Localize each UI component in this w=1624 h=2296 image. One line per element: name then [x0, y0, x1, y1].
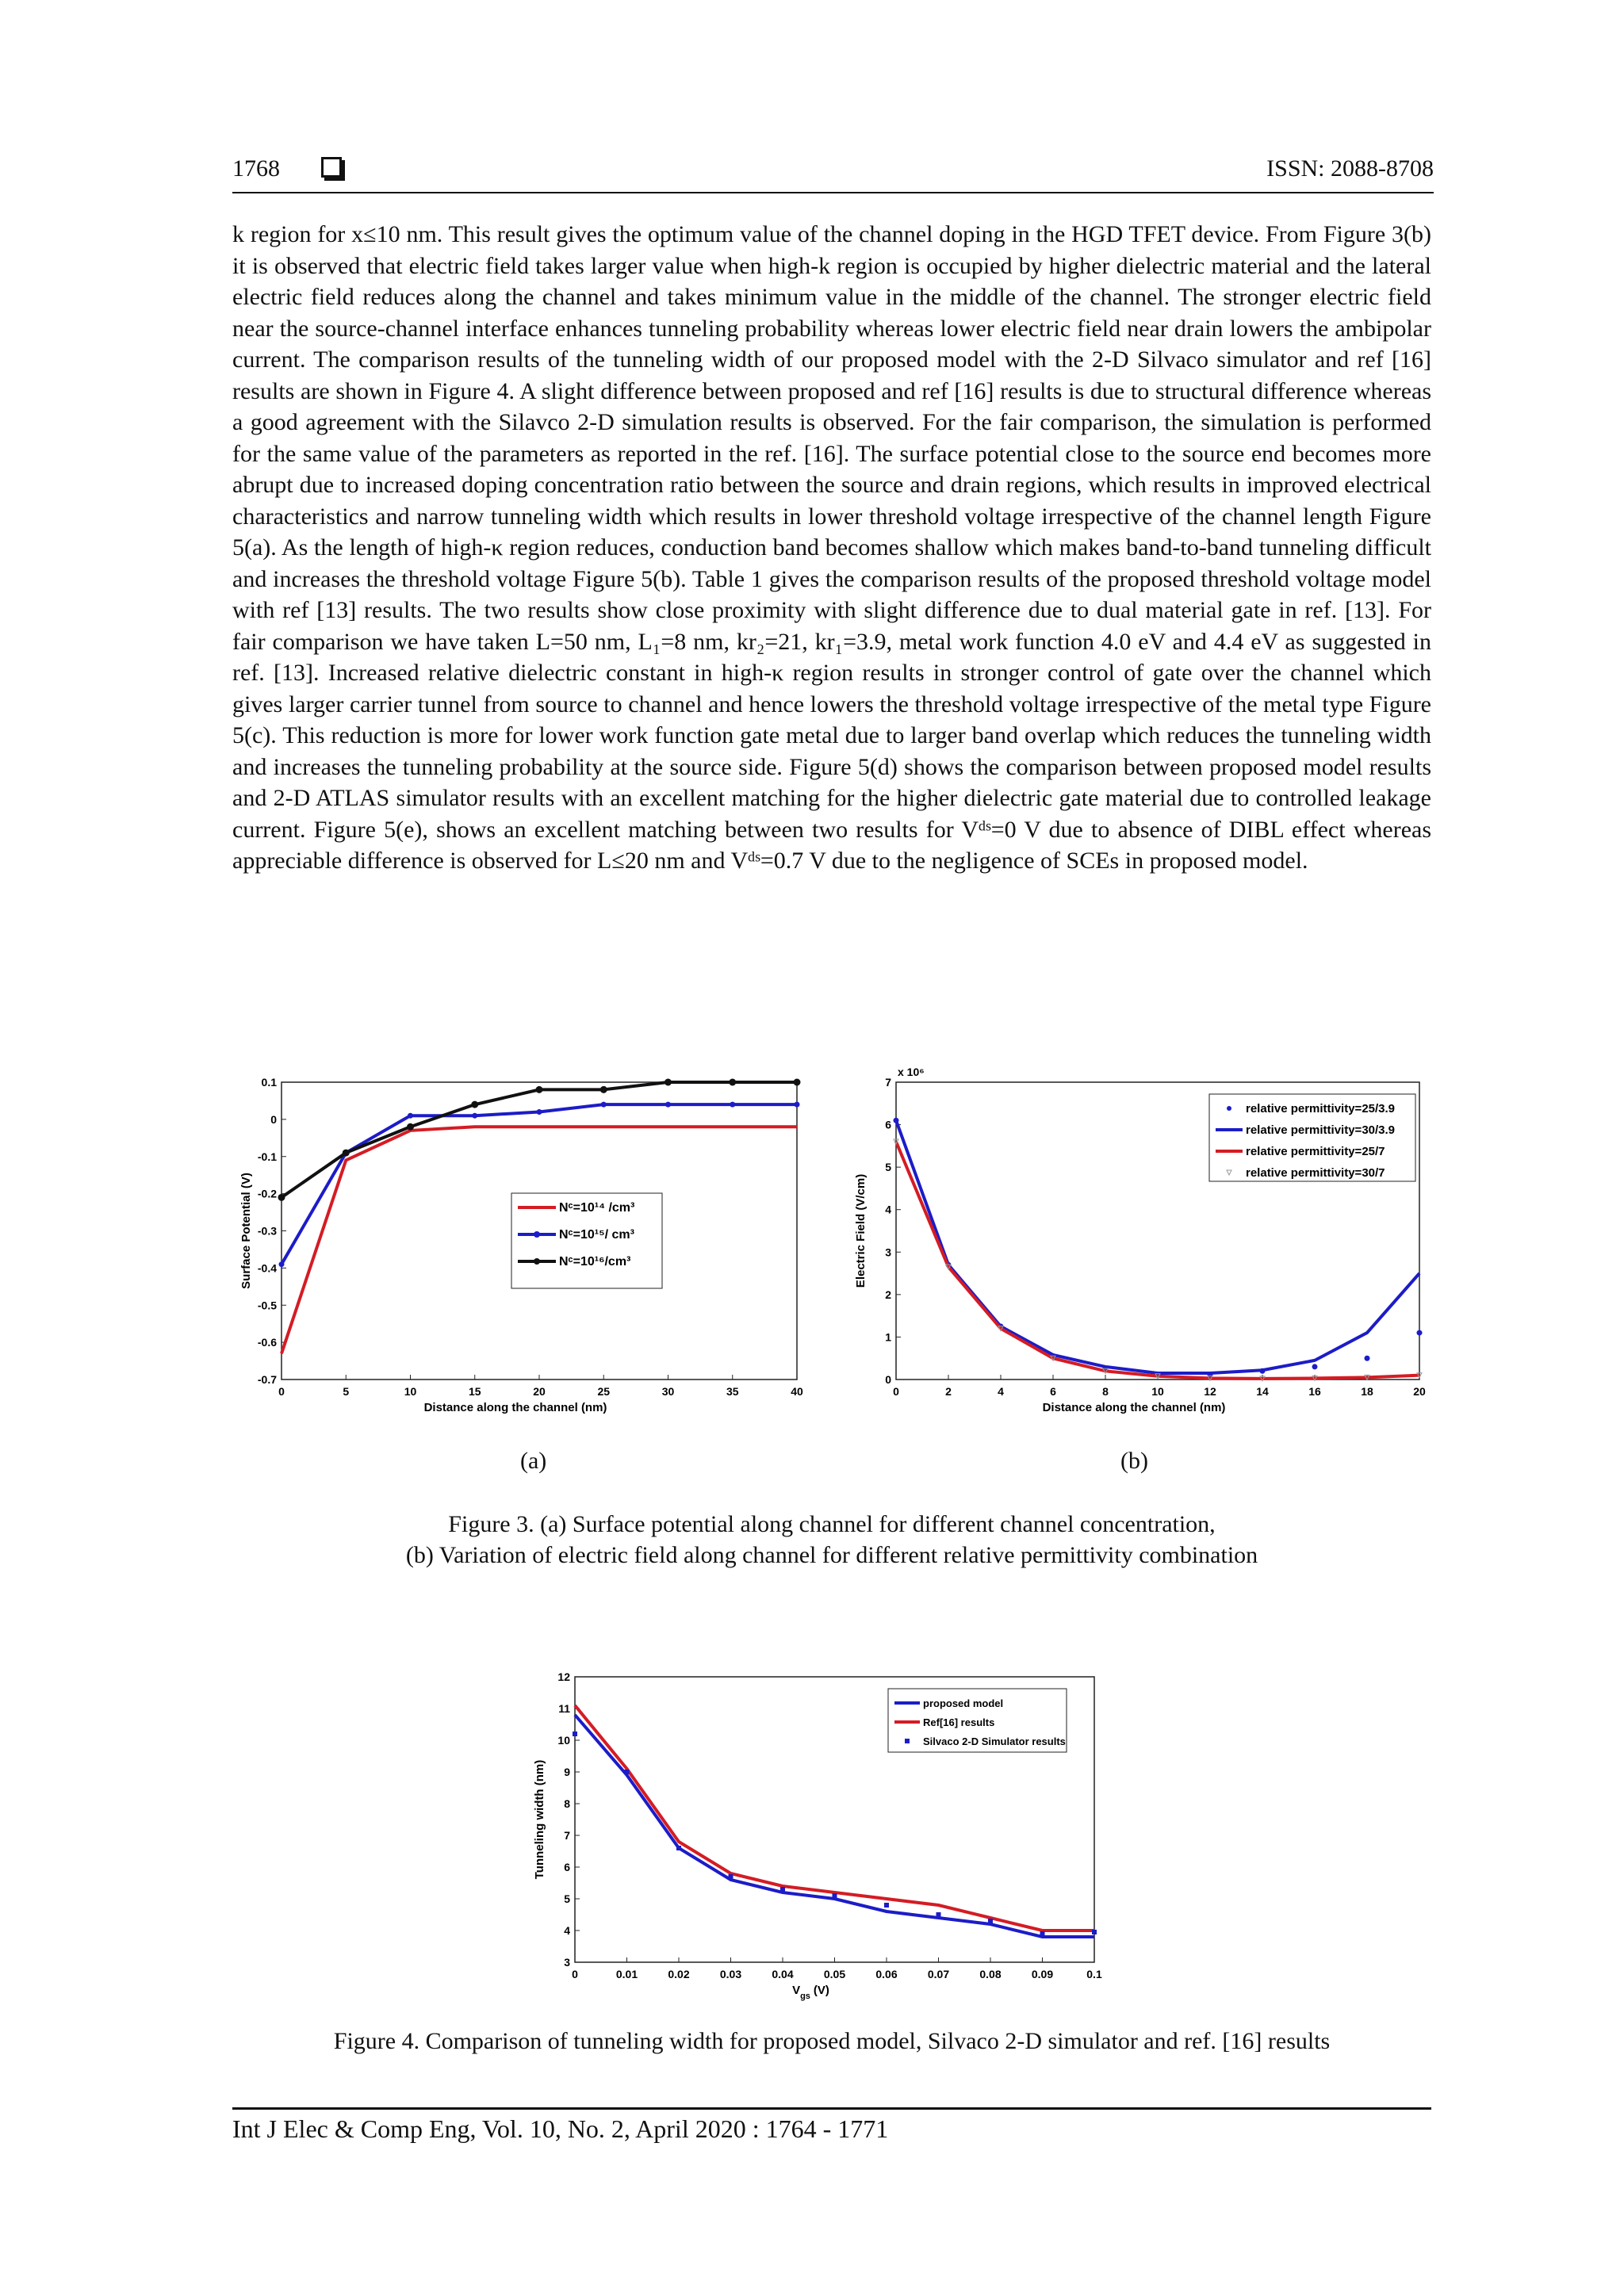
x-tick-label: 40	[791, 1385, 803, 1398]
y-tick-label: 7	[885, 1076, 891, 1089]
y-tick-label: 8	[564, 1797, 570, 1810]
data-point	[1417, 1330, 1423, 1336]
y-tick-label: 6	[564, 1861, 570, 1873]
y-tick-label: 0	[270, 1112, 277, 1126]
y-tick-label: 0.1	[261, 1076, 277, 1089]
legend-label: relative permittivity=30/7	[1246, 1166, 1385, 1180]
y-tick-label: 12	[557, 1670, 570, 1683]
x-tick-label: 0.08	[979, 1968, 1002, 1980]
header-rule	[232, 192, 1434, 193]
x-tick-label: 15	[468, 1385, 481, 1398]
y-tick-label: 2	[885, 1288, 891, 1301]
x-tick-label: 4	[998, 1385, 1004, 1398]
legend-label: Silvaco 2-D Simulator results	[923, 1735, 1066, 1747]
x-tick-label: 0	[572, 1968, 578, 1980]
data-point	[600, 1086, 607, 1093]
x-tick-label: 10	[1151, 1385, 1164, 1398]
x-tick-label: 0	[893, 1385, 899, 1398]
data-point	[408, 1113, 413, 1119]
data-point	[730, 1102, 735, 1108]
data-point	[988, 1919, 993, 1923]
y-tick-label: 10	[557, 1734, 570, 1747]
x-tick-label: 18	[1361, 1385, 1373, 1398]
x-axis-label-sub: gs	[800, 1992, 810, 2001]
figure-4-chart	[531, 1641, 1118, 2001]
data-point	[472, 1113, 477, 1119]
data-point	[676, 1846, 681, 1850]
data-point	[665, 1102, 671, 1108]
x-tick-label: 5	[343, 1385, 350, 1398]
x-axis-label: Distance along the channel (nm)	[1042, 1401, 1226, 1414]
y-tick-label: 6	[885, 1118, 891, 1131]
data-point	[278, 1194, 285, 1201]
page-header	[232, 151, 1434, 190]
y-tick-label: 3	[564, 1956, 570, 1969]
y-tick-label: 11	[558, 1702, 570, 1715]
legend-label: Nᶜ=10¹⁵/ cm³	[559, 1228, 634, 1242]
x-tick-label: 0.07	[927, 1968, 950, 1980]
page-footer: Int J Elec & Comp Eng, Vol. 10, No. 2, April 2020 : 1764 - 1771	[232, 2107, 1431, 2144]
figure-4-caption: Figure 4. Comparison of tunneling width for proposed model, Silvaco 2-D simulator and ref. [16] results	[333, 2028, 1331, 2054]
data-point	[936, 1912, 941, 1917]
y-axis-label: Surface Potential (V)	[239, 1173, 253, 1289]
y-tick-label: 5	[564, 1892, 570, 1905]
x-tick-label: 20	[1413, 1385, 1426, 1398]
data-point	[1312, 1364, 1318, 1369]
data-point	[794, 1079, 801, 1086]
x-axis-label-unit: (V)	[813, 1984, 829, 1997]
y-tick-label: 4	[564, 1924, 570, 1937]
data-point	[407, 1123, 414, 1131]
square-icon	[321, 157, 342, 178]
x-tick-label: 25	[597, 1385, 611, 1398]
page-number: 1768	[232, 155, 280, 182]
figure-3-caption	[232, 1509, 1431, 1571]
y-axis-label: Electric Field (V/cm)	[854, 1173, 868, 1288]
x-tick-label: 16	[1308, 1385, 1321, 1398]
x-tick-label: 0	[278, 1385, 285, 1398]
figure-3b-label: (b)	[1120, 1448, 1148, 1474]
data-point	[884, 1903, 889, 1908]
x-axis-label: Distance along the channel (nm)	[423, 1401, 607, 1414]
figure-3a-label: (a)	[520, 1448, 547, 1474]
issn: ISSN: 2088-8708	[1266, 155, 1434, 182]
data-point	[1040, 1931, 1045, 1936]
body-paragraph: k region for x≤10 nm. This result gives the optimum value of the channel doping in the HGD TFET device. From Figure 3(b) it is observed that electric field takes larger value when high-k region is occupied by higher dielectric material and the lateral electric field reduces along the channel and takes minimum value in the middle of the channel. The stronger electric field near the source-channel interface enhances tunneling probability whereas lower electric field near drain lowers the ambipolar current. The comparison results of the tunneling width of our proposed model with the 2-D Silvaco simulator and ref [16] results are shown in Figure 4. A slight difference between proposed and ref [16] results is due to structural difference whereas a good agreement with the Silavco 2-D simulation results is observed. For the fair comparison, the simulation is performed for the same value of the parameters as reported in the ref. [16]. The surface potential close to the source end becomes more abrupt due to increased doping concentration ratio between the source and drain regions, which results in improved electrical characteristics and narrow tunneling width which results in lower threshold voltage irrespective of the channel length Figure 5(a). As the length of high-κ region reduces, conduction band becomes shallow which makes band-to-band tunneling difficult and increases the threshold voltage Figure 5(b). Table 1 gives the comparison results of the proposed threshold voltage model with ref [13] results. The two results show close proximity with slight difference due to dual material gate in ref. [13]. For fair comparison we have taken L=50 nm, L₁=8 nm, kr₂=21, kr₁=3.9, metal work function 4.0 eV and 4.4 eV as suggested in ref. [13]. Increased relative dielectric constant in high-κ region results in stronger control of gate over the channel which gives larger carrier tunnel from source to channel and hence lowers the threshold voltage irrespective of the metal type Figure 5(c). This reduction is more for lower work function gate metal due to larger band overlap which reduces the tunneling width and increases the tunneling probability at the source side. Figure 5(d) shows the comparison between proposed model results and 2-D ATLAS simulator results with an excellent matching for the higher dielectric gate material due to controlled leakage current. Figure 5(e), shows an excellent matching between two results for Vᵈˢ=0 V due to absence of DIBL effect whereas appreciable difference is observed for L≤20 nm and Vᵈˢ=0.7 V due to the negligence of SCEs in proposed model.	[232, 221, 1431, 874]
y-tick-label: 0	[885, 1373, 891, 1386]
legend-swatch-marker	[534, 1258, 540, 1265]
x-tick-label: 10	[404, 1385, 417, 1398]
legend-label: proposed model	[923, 1697, 1004, 1709]
y-tick-label: 1	[885, 1330, 891, 1344]
x-tick-label: 0.04	[772, 1968, 794, 1980]
data-point	[1365, 1356, 1370, 1361]
y-tick-label: -0.2	[257, 1187, 277, 1200]
x-axis-label: $V_{gs}$ (V)	[792, 1984, 829, 2001]
y-multiplier: x 10⁶	[898, 1066, 925, 1078]
figure-3a-chart	[238, 1054, 825, 1435]
x-tick-label: 0.1	[1086, 1968, 1102, 1980]
data-point	[279, 1261, 285, 1267]
y-tick-label: -0.7	[257, 1373, 277, 1386]
legend-label: Ref[16] results	[923, 1716, 995, 1728]
legend-swatch	[1227, 1106, 1231, 1111]
data-point	[780, 1887, 785, 1892]
x-tick-label: 0.06	[875, 1968, 898, 1980]
legend-swatch-marker	[534, 1231, 540, 1238]
data-point	[536, 1086, 543, 1093]
legend-swatch	[905, 1739, 910, 1743]
data-point	[573, 1732, 577, 1736]
data-point	[729, 1079, 736, 1086]
x-tick-label: 0.03	[719, 1968, 742, 1980]
y-tick-label: 9	[564, 1766, 570, 1778]
x-tick-label: 6	[1050, 1385, 1056, 1398]
x-tick-label: 8	[1102, 1385, 1109, 1398]
legend-label: Nᶜ=10¹⁶/cm³	[559, 1255, 631, 1269]
legend-label: Nᶜ=10¹⁴ /cm³	[559, 1201, 635, 1215]
data-point	[833, 1893, 837, 1898]
figure-3-caption-line1: Figure 3. (a) Surface potential along channel for different channel concentration,	[448, 1511, 1216, 1537]
data-point	[665, 1079, 672, 1086]
data-point	[537, 1109, 542, 1115]
x-tick-label: 0.02	[668, 1968, 690, 1980]
figure-3-caption-line2: (b) Variation of electric field along channel for different relative permittivity combination	[405, 1542, 1258, 1568]
y-tick-label: 4	[885, 1203, 891, 1216]
data-point	[1092, 1930, 1097, 1934]
data-point	[625, 1770, 630, 1774]
x-tick-label: 2	[945, 1385, 952, 1398]
y-tick-label: -0.3	[257, 1224, 277, 1238]
x-tick-label: 0.01	[615, 1968, 638, 1980]
y-tick-label: -0.5	[257, 1299, 277, 1312]
y-tick-label: 5	[885, 1161, 891, 1174]
x-tick-label: 35	[726, 1385, 739, 1398]
x-tick-label: 14	[1256, 1385, 1269, 1398]
legend-label: relative permittivity=30/3.9	[1246, 1123, 1396, 1137]
x-tick-label: 0.05	[823, 1968, 846, 1980]
data-point	[343, 1150, 350, 1157]
data-point	[795, 1102, 800, 1108]
y-tick-label: 7	[564, 1829, 570, 1842]
y-tick-label: -0.6	[257, 1336, 277, 1349]
legend-label: relative permittivity=25/7	[1246, 1145, 1385, 1158]
x-tick-label: 30	[661, 1385, 675, 1398]
x-tick-label: 20	[533, 1385, 546, 1398]
x-tick-label: 0.09	[1031, 1968, 1054, 1980]
legend-label: relative permittivity=25/3.9	[1246, 1102, 1396, 1115]
y-tick-label: -0.4	[257, 1261, 277, 1275]
figure-3b-chart	[854, 1054, 1435, 1435]
x-tick-label: 12	[1204, 1385, 1216, 1398]
data-point	[601, 1102, 607, 1108]
y-tick-label: 3	[885, 1246, 891, 1259]
y-tick-label: -0.1	[257, 1150, 277, 1163]
data-point	[729, 1874, 733, 1879]
y-axis-label: Tunneling width (nm)	[533, 1759, 546, 1880]
data-point	[471, 1101, 478, 1108]
